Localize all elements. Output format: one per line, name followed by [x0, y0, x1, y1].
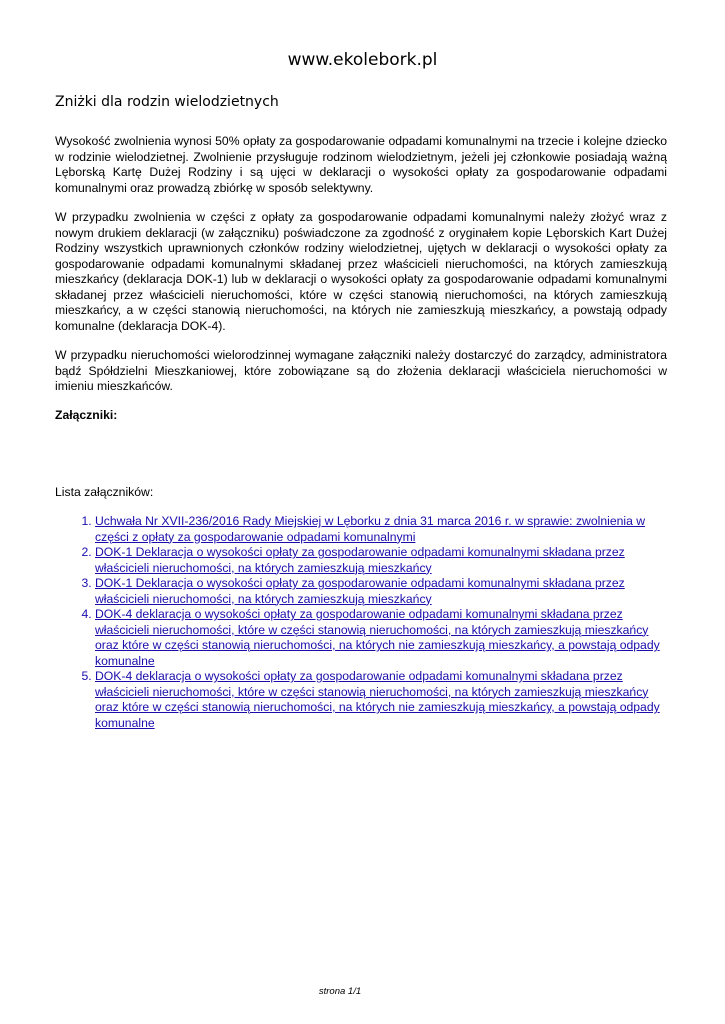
attachments-list-label: Lista załączników:	[55, 485, 154, 499]
site-header: www.ekolebork.pl	[287, 50, 438, 70]
list-item	[95, 607, 667, 669]
attachment-link-dok1[interactable]: DOK-1 Deklaracja o wysokości opłaty za gospodarowanie odpadami komunalnymi składana przez właścicieli nieruchomości, na których zamieszkują mieszkańcy	[95, 545, 625, 575]
page-number: strona 1/1	[318, 986, 362, 997]
paragraph-exemption-procedure: W przypadku zwolnienia w części z opłaty za gospodarowanie odpadami komunalnymi należy złożyć wraz z nowym drukiem deklaracji (w załączniku) poświadczone za zgodność z oryginałem kopie Lęborskich Kart Dużej Rodziny wszystkich uprawnionych członków rodziny wielodzietnej, ujętych w deklaracji o wysokości opłaty za gospodarowanie odpadami komunalnymi składanej przez właścicieli nieruchomości, na których zamieszkują mieszkańcy (deklaracja DOK-1) lub w deklaracji o wysokości opłaty za gospodarowanie odpadami komunalnymi składanej przez właścicieli nieruchomości, które w części stanowią nieruchomości, na których zamieszkują mieszkańcy, a w części stanowią nieruchomości, na których nie zamieszkują mieszkańcy, a powstają odpady komunalne (deklaracja DOK-4).	[55, 210, 667, 333]
paragraph-discount-amount: Wysokość zwolnienia wynosi 50% opłaty za gospodarowanie odpadami komunalnymi na trzecie i kolejne dziecko w rodzinie wielodzietnej. Zwolnienie przysługuje rodzinom wielodzietnym, jeżeli jej członkowie posiadają ważną Lęborską Kartę Dużej Rodziny i są ujęci w deklaracji o wysokości opłaty za gospodarowanie odpadami komunalnymi oraz prowadzą zbiórkę w sposób selektywny.	[55, 134, 667, 195]
attachment-link-dok1-copy[interactable]: DOK-1 Deklaracja o wysokości opłaty za gospodarowanie odpadami komunalnymi składana przez właścicieli nieruchomości, na których zamieszkują mieszkańcy	[95, 576, 625, 606]
attachment-link-resolution[interactable]: Uchwała Nr XVII-236/2016 Rady Miejskiej w Lęborku z dnia 31 marca 2016 r. w sprawie: zwolnienia w części z opłaty za gospodarowanie odpadami komunalnymi	[95, 514, 646, 544]
list-item	[95, 545, 667, 576]
list-item	[95, 514, 667, 545]
paragraph-multifamily-property: W przypadku nieruchomości wielorodzinnej wymagane załączniki należy dostarczyć do zarządcy, administratora bądź Spółdzielni Mieszkaniowej, które zobowiązane są do złożenia deklaracji właściciela nieruchomości w imieniu mieszkańców.	[55, 348, 667, 393]
attachments-list	[55, 514, 667, 731]
page-title: Zniżki dla rodzin wielodzietnych	[55, 94, 279, 110]
attachment-link-dok4[interactable]: DOK-4 deklaracja o wysokości opłaty za gospodarowanie odpadami komunalnymi składana przez właścicieli nieruchomości, które w części stanowią nieruchomości, na których zamieszkują mieszkańcy oraz które w części stanowią nieruchomości, na których nie zamieszkują mieszkańcy, a powstają odpady komunalne	[95, 607, 660, 668]
attachments-heading: Załączniki:	[55, 408, 118, 422]
list-item	[95, 576, 667, 607]
list-item	[95, 669, 667, 731]
attachment-link-dok4-copy[interactable]: DOK-4 deklaracja o wysokości opłaty za gospodarowanie odpadami komunalnymi składana przez właścicieli nieruchomości, które w części stanowią nieruchomości, na których zamieszkują mieszkańcy oraz które w części stanowią nieruchomości, na których nie zamieszkują mieszkańcy, a powstają odpady komunalne	[95, 669, 660, 730]
